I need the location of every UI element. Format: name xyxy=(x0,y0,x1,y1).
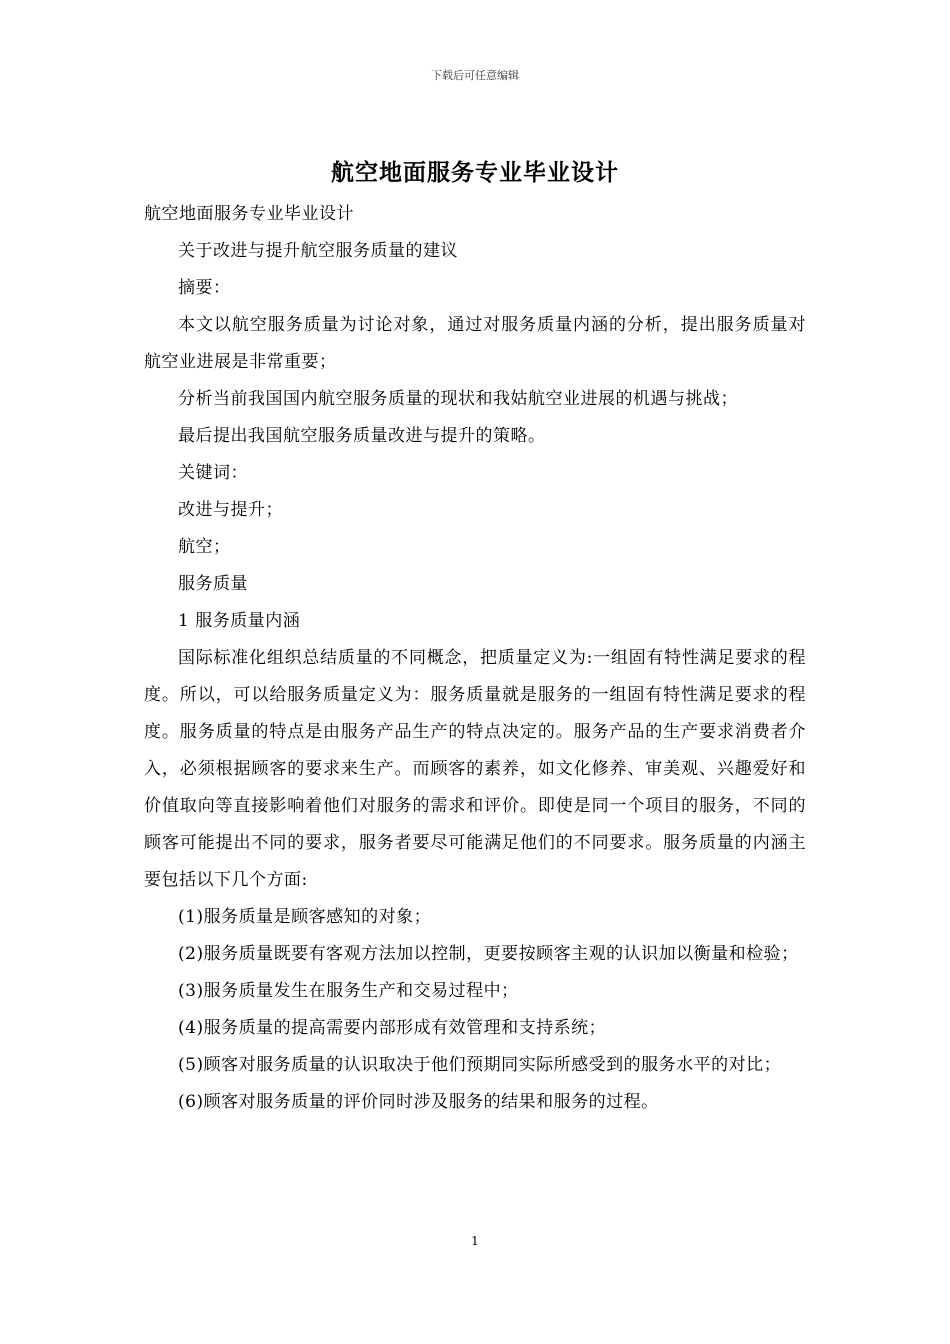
list-item: (1)服务质量是顾客感知的对象； xyxy=(178,907,432,927)
body-paragraph: 分析当前我国国内航空服务质量的现状和我姑航空业进展的机遇与挑战； xyxy=(178,389,738,409)
body-paragraph: 本文以航空服务质量为讨论对象，通过对服务质量内涵的分析，提出服务质量对航空业进展是非常重要； xyxy=(144,315,806,372)
section-heading: 1 服务质量内涵 xyxy=(178,611,301,631)
body-paragraph: 关键词： xyxy=(178,463,248,483)
body-paragraph: 航空地面服务专业毕业设计 xyxy=(144,204,354,224)
list-item: (5)顾客对服务质量的认识取决于他们预期同实际所感受到的服务水平的对比； xyxy=(178,1055,782,1075)
body-paragraph: 国际标准化组织总结质量的不同概念，把质量定义为:一组固有特性满足要求的程度。所以，可以给服务质量定义为：服务质量就是服务的一组固有特性满足要求的程度。服务质量的特点是由服务产品生产的特点决定的。服务产品的生产要求消费者介入，必须根据顾客的要求来生产。而顾客的素养，如文化修养、审美观、兴趣爱好和价值取向等直接影响着他们对服务的需求和评价。即使是同一个项目的服务，不同的顾客可能提出不同的要求，服务者要尽可能满足他们的不同要求。服务质量的内涵主要包括以下几个方面: xyxy=(144,648,806,890)
body-paragraph: 关于改进与提升航空服务质量的建议 xyxy=(178,241,458,261)
body-paragraph: 最后提出我国航空服务质量改进与提升的策略。 xyxy=(178,426,546,446)
body-paragraph: 服务质量 xyxy=(178,574,248,594)
list-item: (6)顾客对服务质量的评价同时涉及服务的结果和服务的过程。 xyxy=(178,1092,659,1112)
list-item: (2)服务质量既要有客观方法加以控制，更要按顾客主观的认识加以衡量和检验； xyxy=(178,944,799,964)
body-paragraph: 摘要： xyxy=(178,278,231,298)
body-paragraph: 改进与提升； xyxy=(178,500,283,520)
body-paragraph: 航空； xyxy=(178,537,231,557)
page-number: 1 xyxy=(471,1234,479,1248)
document-body xyxy=(144,196,806,1121)
list-item: (3)服务质量发生在服务生产和交易过程中； xyxy=(178,981,519,1001)
document-title: 航空地面服务专业毕业设计 xyxy=(331,160,619,186)
list-item: (4)服务质量的提高需要内部形成有效管理和支持系统； xyxy=(178,1018,607,1038)
page-header-note: 下载后可任意编辑 xyxy=(431,69,519,82)
